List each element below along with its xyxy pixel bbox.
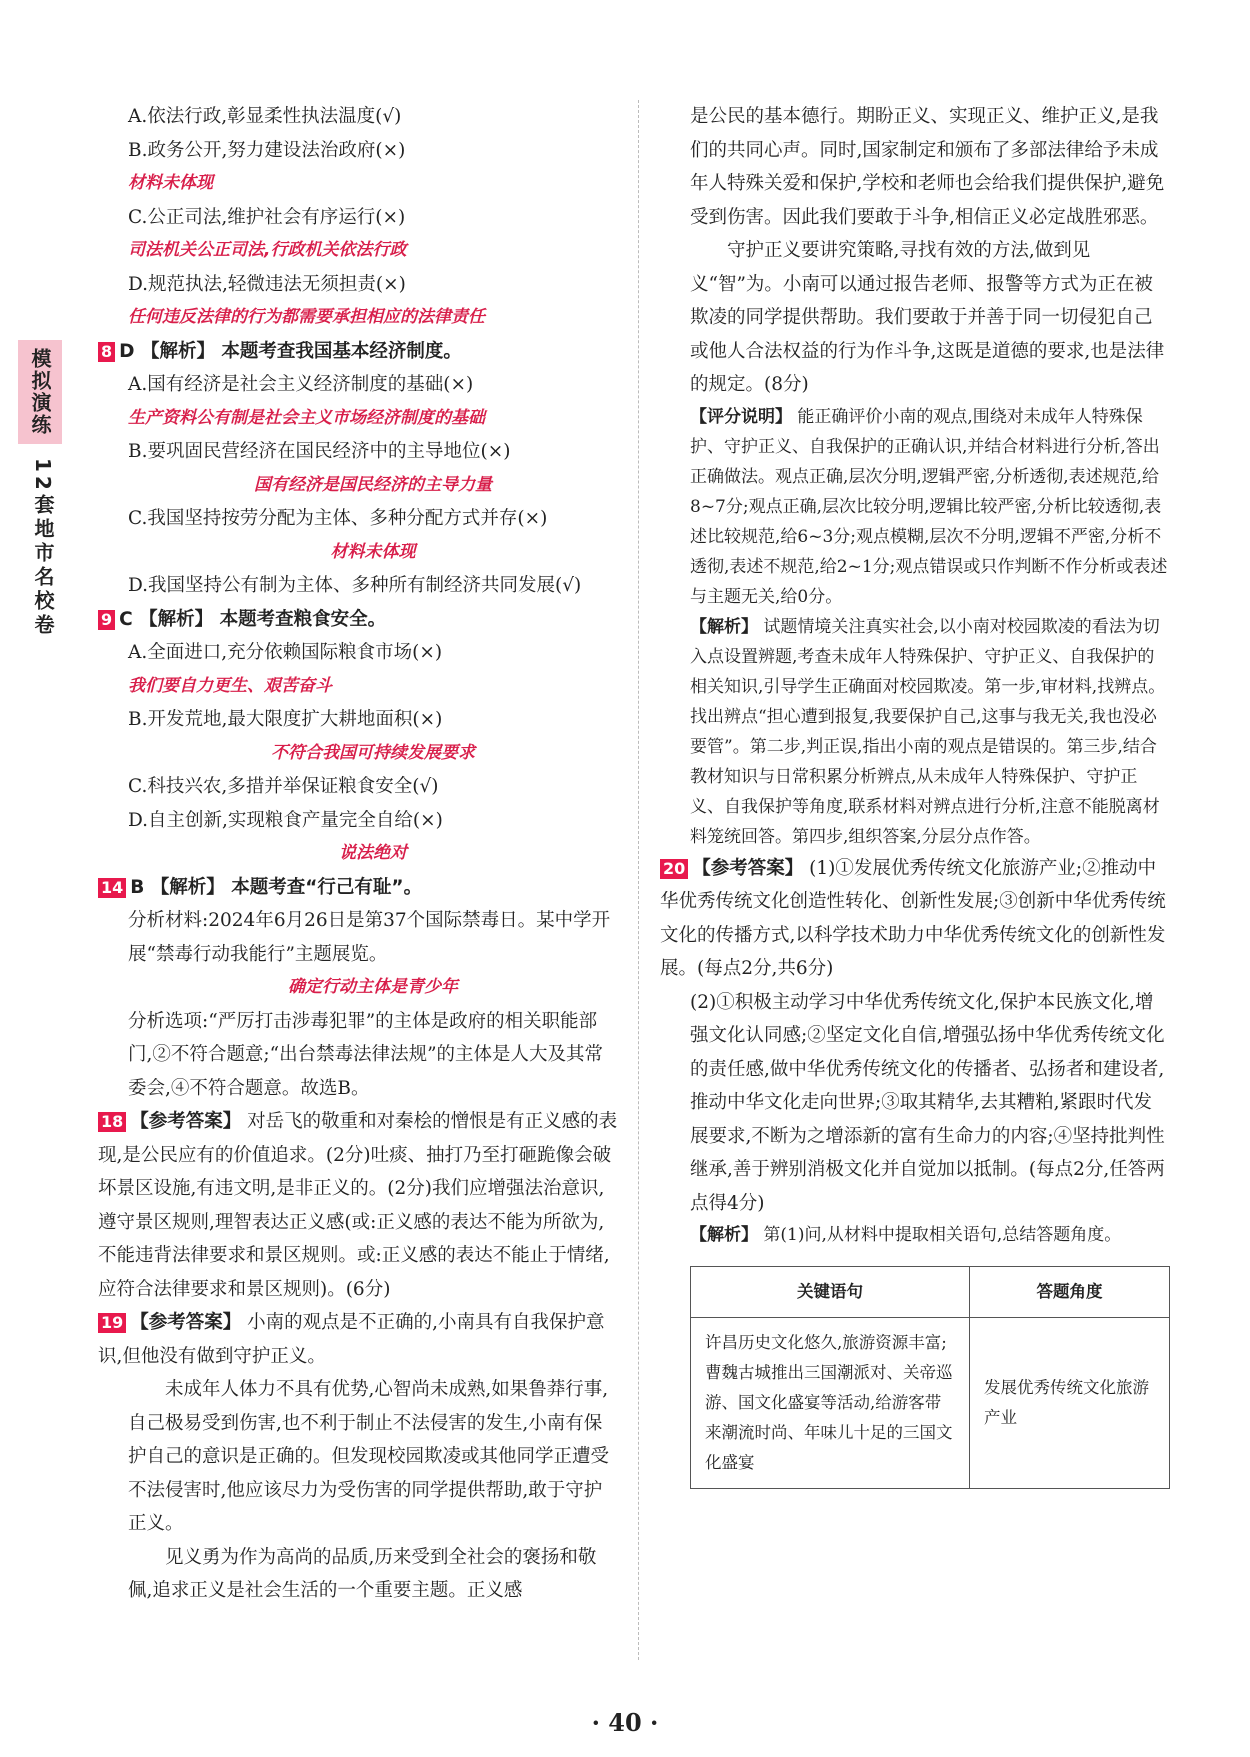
answer-table — [690, 1266, 1170, 1489]
paragraph: 是公民的基本德行。期盼正义、实现正义、维护正义,是我们的共同心声。同时,国家制定和颁布了多部法律给予未成年人特殊关爱和保护,学校和老师也会给我们提供保护,避免受到伤害。因此我们要敢于斗争,相信正义必定战胜邪恶。 — [690, 106, 1165, 228]
table-header: 关键语句 — [691, 1267, 970, 1318]
option-a: A.依法行政,彰显柔性执法温度(√) — [128, 106, 402, 127]
option-b: B.要巩固民营经济在国民经济中的主导地位(×) — [128, 441, 511, 462]
question-number: 9 — [98, 610, 115, 630]
annotation: 我们要自力更生、艰苦奋斗 — [128, 675, 332, 696]
section-tag: 模拟演练 — [18, 340, 62, 444]
option-a: A.国有经济是社会主义经济制度的基础(×) — [128, 374, 474, 395]
page-number: · 40 · — [591, 1708, 659, 1737]
paragraph: 守护正义要讲究策略,寻找有效的方法,做到见义“智”为。小南可以通过报告老师、报警等方式为正在被欺凌的同学提供帮助。我们要敢于并善于同一切侵犯自己或他人合法权益的行为作斗争,这既是道德的要求,也是法律的规定。(8分) — [690, 240, 1165, 395]
right-column — [660, 100, 1170, 1489]
option-d: D.自主创新,实现粮食产量完全自给(×) — [128, 809, 443, 831]
question-number: 19 — [98, 1313, 126, 1333]
sidebar — [18, 340, 68, 638]
table-cell: 许昌历史文化悠久,旅游资源丰富;曹魏古城推出三国潮派对、关帝巡游、国文化盛宴等活动,给游客带来潮流时尚、年味儿十足的三国文化盛宴 — [691, 1317, 970, 1488]
annotation: 不符合我国可持续发展要求 — [271, 742, 475, 763]
annotation: 任何违反法律的行为都需要承担相应的法律责任 — [128, 307, 485, 327]
question-number: 8 — [98, 342, 115, 362]
paragraph: 见义勇为作为高尚的品质,历来受到全社会的褒扬和敬佩,追求正义是社会生活的一个重要主题。正义感 — [128, 1546, 597, 1601]
annotation: 生产资料公有制是社会主义市场经济制度的基础 — [128, 407, 485, 428]
option-c: C.科技兴农,多措并举保证粮食安全(√) — [128, 776, 439, 797]
annotation: 司法机关公正司法,行政机关依法行政 — [128, 240, 407, 260]
scoring-label: 【评分说明】 — [690, 406, 792, 427]
option-c: C.公正司法,维护社会有序运行(×) — [128, 206, 406, 228]
analysis-material: 分析材料:2024年6月26日是第37个国际禁毒日。某中学开展“禁毒行动我能行”主题展览。 — [128, 910, 611, 965]
option-a: A.全面进口,充分依赖国际粮食市场(×) — [128, 642, 443, 663]
annotation: 材料未体现 — [128, 173, 213, 193]
answer-label: 【参考答案】 — [130, 1312, 242, 1333]
question-number: 14 — [98, 878, 126, 898]
analysis-text: 试题情境关注真实社会,以小南对校园欺凌的看法为切入点设置辨题,考查未成年人特殊保护、守护正义、自我保护的相关知识,引导学生正确面对校园欺凌。第一步,审材料,找辨点。找出辨点“担心遭到报复,我要保护自己,这事与我无关,我也没必要管”。第二步,判正误,指出小南的观点是错误的。第三步,结合教材知识与日常积累分析辨点,从未成年人特殊保护、守护正义、自我保护等角度,联系材料对辨点进行分析,注意不能脱离材料笼统回答。第四步,组织答案,分层分点作答。 — [690, 616, 1166, 847]
option-b: B.开发荒地,最大限度扩大耕地面积(×) — [128, 709, 443, 730]
series-label: 12套地市名校卷 — [31, 458, 55, 638]
table-header: 答题角度 — [970, 1267, 1170, 1318]
option-d: D.我国坚持公有制为主体、多种所有制经济共同发展(√) — [128, 575, 582, 596]
left-column — [98, 100, 618, 1608]
annotation: 确定行动主体是青少年 — [288, 977, 458, 997]
analysis-label: 【解析】 — [690, 616, 758, 637]
answer-label: 【参考答案】 — [692, 857, 804, 879]
question-head: D 【解析】 本题考查我国基本经济制度。 — [119, 340, 462, 362]
question-head: C 【解析】 本题考查粮食安全。 — [119, 608, 387, 630]
analysis-label: 【解析】 — [690, 1225, 758, 1245]
option-c: C.我国坚持按劳分配为主体、多种分配方式并存(×) — [128, 508, 548, 529]
annotation: 国有经济是国民经济的主导力量 — [254, 474, 492, 495]
answer-text: 对岳飞的敬重和对秦桧的憎恨是有正义感的表现,是公民应有的价值追求。(2分)吐痰、抽打乃至打砸跪像会破坏景区设施,有违文明,是非正义的。(2分)我们应增强法治意识,遵守景区规则,理智表达正义感(或:正义感的表达不能为所欲为,不能违背法律要求和景区规则。或:正义感的表达不能止于情绪,应符合法律要求和景区规则)。(6分) — [98, 1111, 618, 1300]
scoring-text: 能正确评价小南的观点,围绕对未成年人特殊保护、守护正义、自我保护的正确认识,并结合材料进行分析,答出正确做法。观点正确,层次分明,逻辑严密,分析透彻,表述规范,给8~7分;观点正确,层次比较分明,逻辑比较严密,分析比较透彻,表述比较规范,给6~3分;观点模糊,层次不分明,逻辑不严密,分析不透彻,表述不规范,给2~1分;观点错误或只作判断不作分析或表述与主题无关,给0分。 — [690, 406, 1168, 607]
option-d: D.规范执法,轻微违法无须担责(×) — [128, 273, 406, 295]
option-b: B.政务公开,努力建设法治政府(×) — [128, 139, 406, 161]
annotation: 材料未体现 — [330, 541, 416, 562]
answer-part-2: (2)①积极主动学习中华优秀传统文化,保护本民族文化,增强文化认同感;②坚定文化自信,增强弘扬中华优秀传统文化的责任感,做中华优秀传统文化的传播者、弘扬者和建设者,推动中华文化走向世界;③取其精华,去其糟粕,紧跟时代发展要求,不断为之增添新的富有生命力的内容;④坚持批判性继承,善于辨别消极文化并自觉加以抵制。(每点2分,任答两点得4分) — [690, 991, 1165, 1214]
annotation: 说法绝对 — [339, 843, 407, 863]
answer-label: 【参考答案】 — [130, 1111, 242, 1132]
table-row — [691, 1317, 1170, 1488]
question-number: 18 — [98, 1112, 126, 1132]
answer-text: 小南的观点是不正确的,小南具有自我保护意识,但他没有做到守护正义。 — [98, 1312, 605, 1367]
paragraph: 未成年人体力不具有优势,心智尚未成熟,如果鲁莽行事,自己极易受到伤害,也不利于制止不法侵害的发生,小南有保护自己的意识是正确的。但发现校园欺凌或其他同学正遭受不法侵害时,他应该尽力为受伤害的同学提供帮助,敢于守护正义。 — [128, 1379, 610, 1534]
question-head: B 【解析】 本题考查“行己有耻”。 — [130, 876, 423, 898]
column-divider — [638, 100, 639, 1660]
table-cell: 发展优秀传统文化旅游产业 — [970, 1317, 1170, 1488]
answer-text: (1)①发展优秀传统文化旅游产业;②推动中华优秀传统文化创造性转化、创新性发展;③创新中华优秀传统文化的传播方式,以科学技术助力中华优秀传统文化的创新性发展。(每点2分,共6分) — [660, 857, 1166, 979]
analysis-text: 第(1)问,从材料中提取相关语句,总结答题角度。 — [763, 1225, 1122, 1245]
question-number: 20 — [660, 859, 688, 879]
analysis-options: 分析选项:“严厉打击涉毒犯罪”的主体是政府的相关职能部门,②不符合题意;“出台禁毒法律法规”的主体是人大及其常委会,④不符合题意。故选B。 — [128, 1010, 604, 1099]
